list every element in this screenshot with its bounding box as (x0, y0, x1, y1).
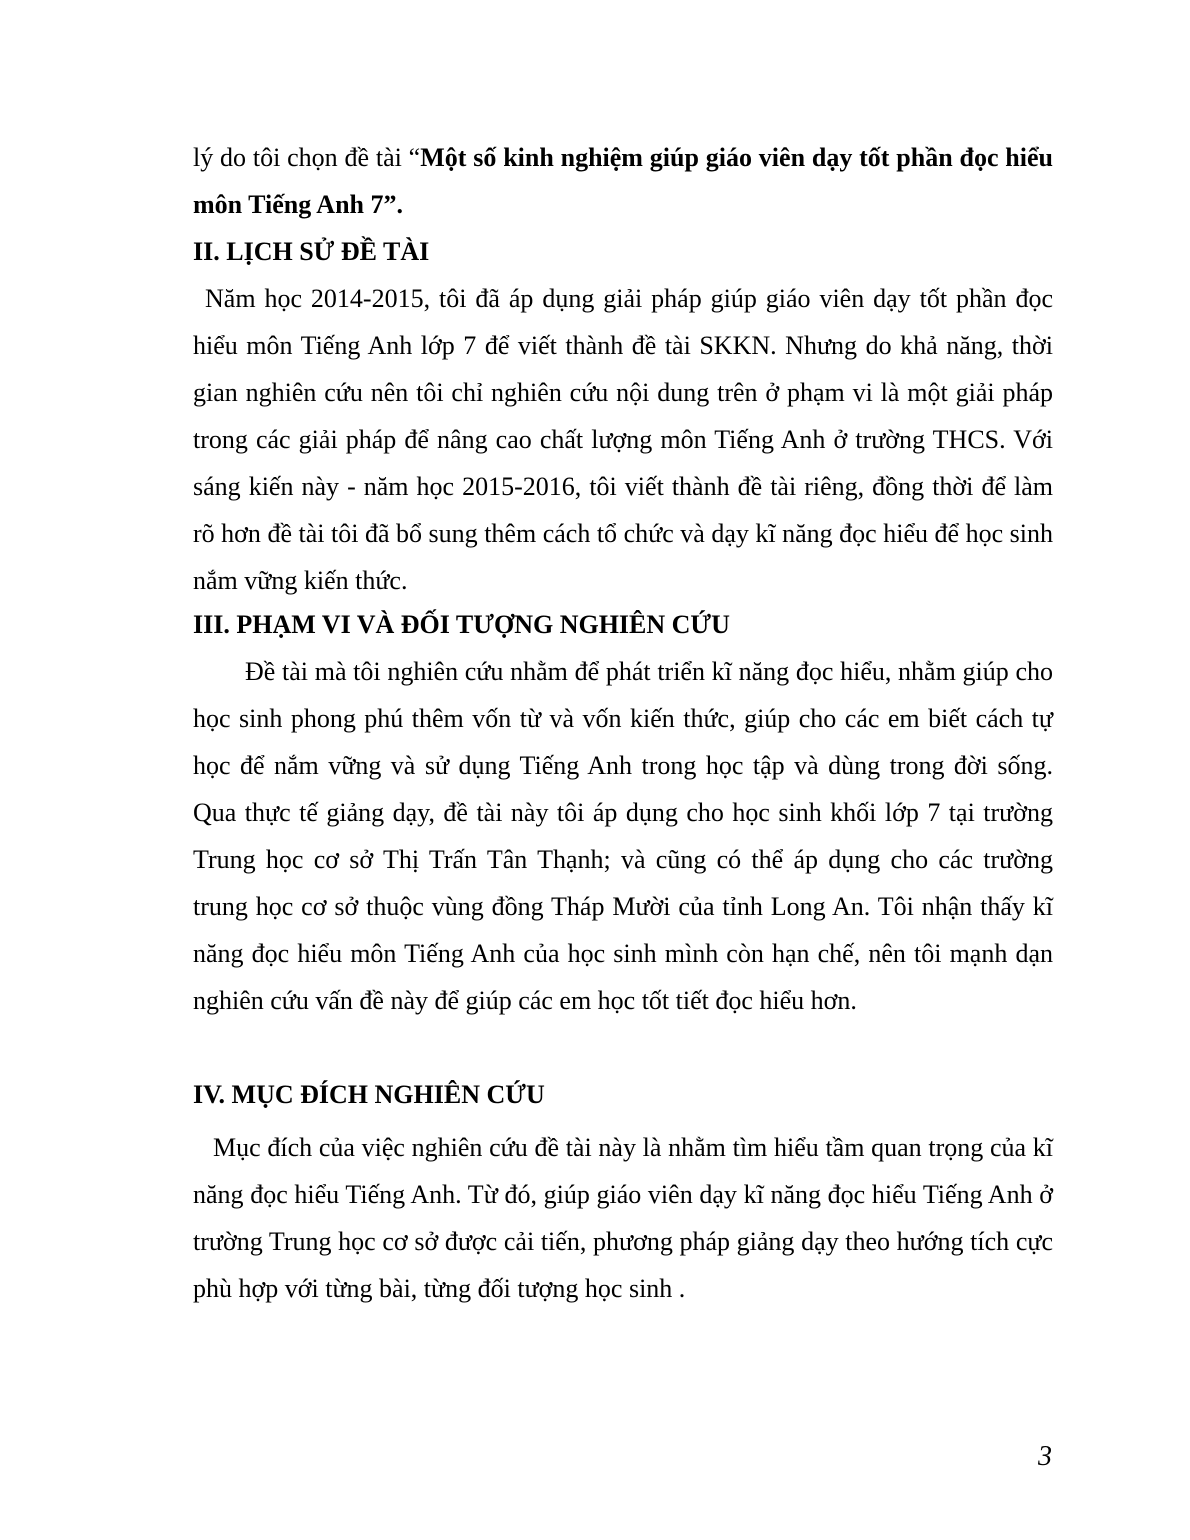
purpose-paragraph (193, 1124, 1053, 1312)
intro-text (193, 134, 1053, 228)
scope-text: Đề tài mà tôi nghiên cứu nhằm để phát triển kĩ năng đọc hiểu, nhằm giúp cho học sinh phong phú thêm vốn từ và vốn kiến thức, giúp cho các em biết cách tự học để nắm vững và sử dụng Tiếng Anh trong học tập và dùng trong đời sống. Qua thực tế giảng dạy, đề tài này tôi áp dụng cho học sinh khối lớp 7 tại trường Trung học cơ sở Thị Trấn Tân Thạnh; và cũng có thể áp dụng cho các trường trung học cơ sở thuộc vùng đồng Tháp Mười của tỉnh Long An. Tôi nhận thấy kĩ năng đọc hiểu môn Tiếng Anh của học sinh mình còn hạn chế, nên tôi mạnh dạn nghiên cứu vấn đề này để giúp các em học tốt tiết đọc hiểu hơn. (193, 657, 1053, 1015)
section-heading-history: II. LỊCH SỬ ĐỀ TÀI (193, 237, 430, 266)
topic-title: Một số kinh nghiệm giúp giáo viên dạy tốt phần đọc hiểu môn Tiếng Anh 7”. (193, 143, 1053, 219)
section-heading-scope: III. PHẠM VI VÀ ĐỐI TƯỢNG NGHIÊN CỨU (193, 610, 730, 639)
intro-lead: lý do tôi chọn đề tài “ (193, 143, 421, 172)
intro-paragraph (193, 134, 1053, 228)
section-heading-purpose: IV. MỤC ĐÍCH NGHIÊN CỨU (193, 1080, 545, 1109)
purpose-text: Mục đích của việc nghiên cứu đề tài này là nhằm tìm hiểu tầm quan trọng của kĩ năng đọc hiểu Tiếng Anh. Từ đó, giúp giáo viên dạy kĩ năng đọc hiểu Tiếng Anh ở trường Trung học cơ sở được cải tiến, phương pháp giảng dạy theo hướng tích cực phù hợp với từng bài, từng đối tượng học sinh . (193, 1133, 1053, 1303)
scope-paragraph (193, 648, 1053, 1024)
history-text: Năm học 2014-2015, tôi đã áp dụng giải pháp giúp giáo viên dạy tốt phần đọc hiểu môn Tiếng Anh lớp 7 để viết thành đề tài SKKN. Nhưng do khả năng, thời gian nghiên cứu nên tôi chỉ nghiên cứu nội dung trên ở phạm vi là một giải pháp trong các giải pháp để nâng cao chất lượng môn Tiếng Anh ở trường THCS. Với sáng kiến này - năm học 2015-2016, tôi viết thành đề tài riêng, đồng thời để làm rõ hơn đề tài tôi đã bổ sung thêm cách tổ chức và dạy kĩ năng đọc hiểu để học sinh nắm vững kiến thức. (193, 284, 1053, 595)
history-paragraph (193, 275, 1053, 604)
page-number: 3 (1038, 1441, 1052, 1472)
